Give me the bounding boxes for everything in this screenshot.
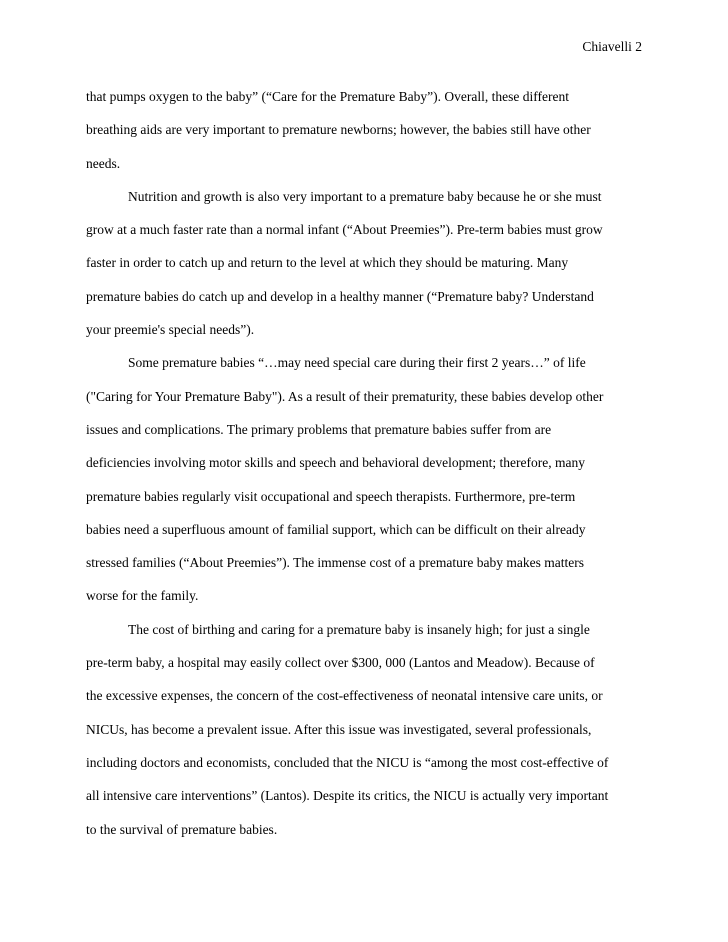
text-line: your preemie's special needs”). — [86, 322, 255, 338]
text-line: that pumps oxygen to the baby” (“Care for the Premature Baby”). Overall, these different — [86, 89, 569, 104]
text-line: needs. — [86, 155, 121, 171]
running-head: Chiavelli 2 — [582, 39, 642, 54]
paragraph-first-line: The cost of birthing and caring for a premature baby is insanely high; for just a single — [128, 621, 590, 637]
text-line: to the survival of premature babies. — [86, 821, 278, 837]
text-line: including doctors and economists, concluded that the NICU is “among the most cost-effective of — [86, 754, 609, 770]
text-line: grow at a much faster rate than a normal infant (“About Preemies”). Pre-term babies must grow — [86, 222, 603, 238]
text-line: babies need a superfluous amount of familial support, which can be difficult on their already — [86, 521, 586, 537]
paragraph-first-line: Nutrition and growth is also very important to a premature baby because he or she must — [128, 188, 602, 204]
text-line: breathing aids are very important to premature newborns; however, the babies still have other — [86, 122, 591, 138]
text-line: ("Caring for Your Premature Baby"). As a result of their prematurity, these babies develop other — [86, 388, 604, 404]
paragraph-first-line: Some premature babies “…may need special care during their first 2 years…” of life — [128, 355, 586, 371]
text-line: stressed families (“About Preemies”). The immense cost of a premature baby makes matters — [86, 555, 584, 571]
text-line: NICUs, has become a prevalent issue. After this issue was investigated, several professionals, — [86, 721, 592, 737]
body-text — [86, 88, 646, 854]
text-line: premature babies do catch up and develop in a healthy manner (“Premature baby? Understand — [86, 288, 594, 304]
text-line: the excessive expenses, the concern of the cost-effectiveness of neonatal intensive care units, or — [86, 688, 603, 704]
text-line: premature babies regularly visit occupational and speech therapists. Furthermore, pre-term — [86, 488, 576, 504]
text-line: all intensive care interventions” (Lantos). Despite its critics, the NICU is actually very important — [86, 788, 609, 804]
text-line: worse for the family. — [86, 588, 199, 604]
text-line: pre-term baby, a hospital may easily collect over $300, 000 (Lantos and Meadow). Because of — [86, 655, 595, 671]
text-line: faster in order to catch up and return to the level at which they should be maturing. Many — [86, 255, 569, 271]
text-line: deficiencies involving motor skills and speech and behavioral development; therefore, many — [86, 455, 585, 471]
text-line: issues and complications. The primary problems that premature babies suffer from are — [86, 421, 552, 437]
